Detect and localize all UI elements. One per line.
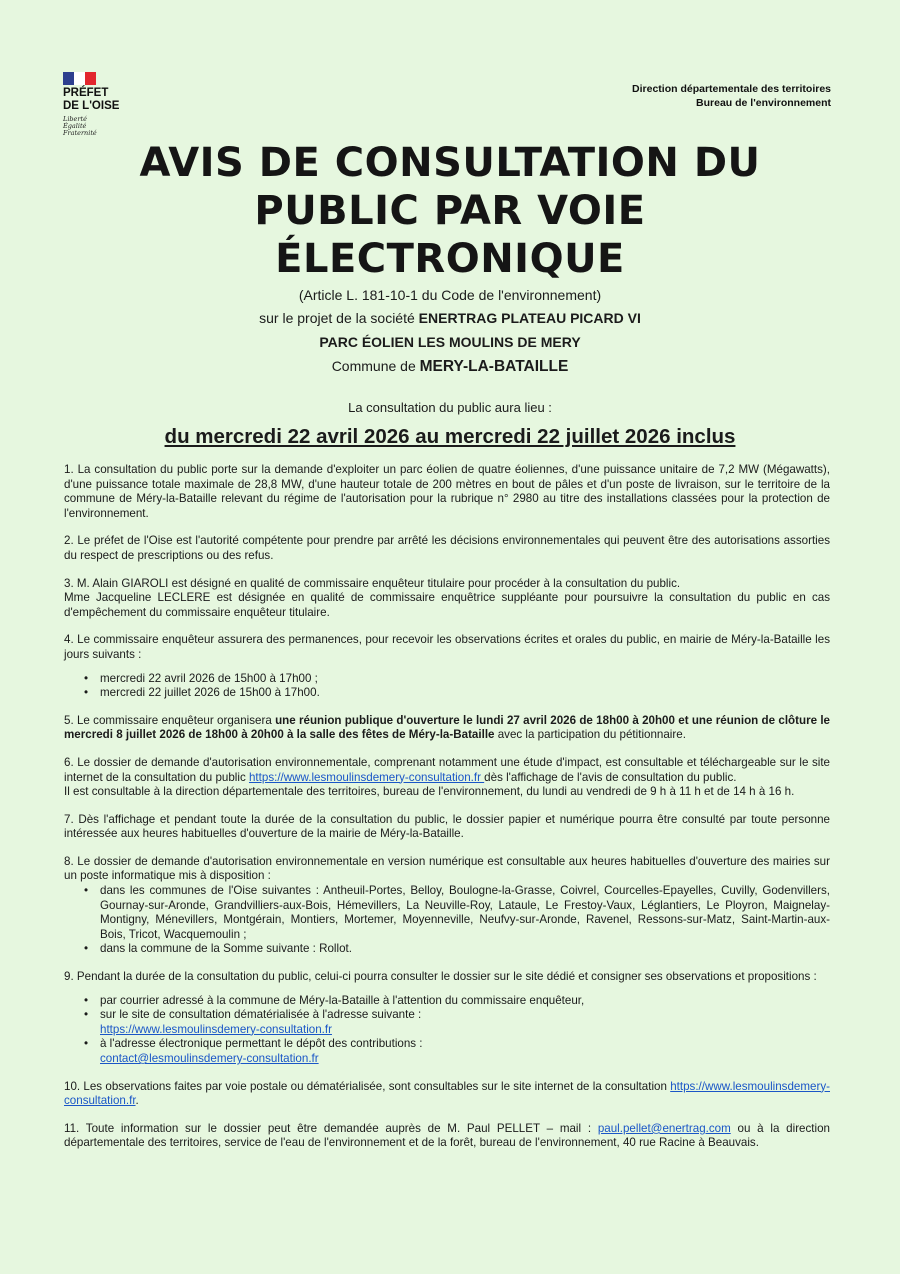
commune-prefix: Commune de <box>331 358 420 374</box>
motto-liberte: Liberté <box>63 115 87 123</box>
list-item: • dans la commune de la Somme suivante : Rollot. <box>100 942 830 957</box>
page-title <box>100 139 800 283</box>
motto <box>63 116 153 137</box>
list-item: • par courrier adressé à la commune de Méry-la-Bataille à l'attention du commissaire enquêteur, <box>100 994 830 1009</box>
paragraph-8: 8. Le dossier de demande d'autorisation environnementale en version numérique est consultable aux heures habituelles d'ouverture des mairies sur un poste informatique mis à disposition : <box>64 854 830 883</box>
direction-name: Direction départementale des territoires <box>632 83 831 95</box>
list-item: • dans les communes de l'Oise suivantes : Antheuil-Portes, Belloy, Boulogne-la-Grasse, Coivrel, Courcelles-Epayelles, Cuvilly, Godenvillers, Gournay-sur-Aronde, Grandvilliers-aux-Bois, Hémevillers, La Neuville-Roy, Lataule, Le Frestoy-Vaux, Léglantiers, Le Ployron, Maignelay-Montigny, Ménevillers, Montgérain, Montiers, Mortemer, Moyenneville, Neufvy-sur-Aronde, Ravenel, Ressons-sur-Matz, Saint-Martin-aux-Bois, Tricot, Wacquemoulin ; <box>100 884 830 942</box>
project-prefix: sur le projet de la société <box>259 310 419 326</box>
paragraph-2: 2. Le préfet de l'Oise est l'autorité compétente pour prendre par arrêté les décisions environnementales qui peuvent être des autorisations assorties du respect de prescriptions ou des refus. <box>64 534 830 562</box>
paragraph-11-end: ou à la direction départementale des territoires, service de l'eau de l'environnement et de la forêt, bureau de l'environnement, 40 rue Racine à Beauvais. <box>64 1121 830 1150</box>
french-flag-icon <box>63 72 96 85</box>
paragraph-1: 1. La consultation du public porte sur la demande d'exploiter un parc éolien de quatre éoliennes, d'une puissance unitaire de 7,2 MW (Mégawatts), d'une puissance totale maximale de 28,8 MW, d'une hauteur totale de 200 mètres en bout de pâles et d'un poste de livraison, sur le territoire de la commune de Méry-la-Bataille relevant du régime de l'autorisation pour la rubrique n° 2980 au titre des installations classées pour la protection de l'environnement. <box>64 463 830 520</box>
paragraph-7: 7. Dès l'affichage et pendant toute la durée de la consultation du public, le dossier papier et numérique pourra être consulté par toute personne intéressée aux heures habituelles d'ouverture de la mairie de Méry-la-Bataille. <box>64 812 830 841</box>
project-line <box>50 310 850 326</box>
park-name: PARC ÉOLIEN LES MOULINS DE MERY <box>319 334 581 350</box>
logo-title <box>63 87 153 112</box>
prefecture-logo <box>63 72 153 137</box>
list-item: • mercredi 22 avril 2026 de 15h00 à 17h00 ; <box>100 672 830 687</box>
consultation-website-link[interactable]: https://www.lesmoulinsdemery-consultation.fr <box>100 1022 332 1036</box>
paragraph-10-end: . <box>135 1094 139 1108</box>
paragraph-6-start: 6. Le dossier de demande d'autorisation environnementale, comprenant notamment une étude d'impact, est consultable et téléchargeable sur le site internet de la consultation du public <box>64 755 830 784</box>
paragraph-10-text: 10. Les observations faites par voie postale ou dématérialisée, sont consultables sur le site internet de la consultation <box>64 1079 671 1093</box>
title-line2: PUBLIC PAR VOIE <box>254 188 646 234</box>
title-line1: AVIS DE CONSULTATION DU <box>139 140 761 186</box>
paragraph-10 <box>64 1080 830 1109</box>
contact-email-link[interactable]: contact@lesmoulinsdemery-consultation.fr <box>100 1052 319 1065</box>
paragraph-5-start: 5. Le commissaire enquêteur organisera <box>64 713 276 727</box>
paragraph-4: 4. Le commissaire enquêteur assurera des permanences, pour recevoir les observations écrites et orales du public, en mairie de Méry-la-Bataille les jours suivants : <box>64 633 830 661</box>
bureau-name: Bureau de l'environnement <box>696 97 831 109</box>
paragraph-6-end: dès l'affichage de l'avis de consultation du public. <box>484 770 737 784</box>
list-item-text: sur le site de consultation dématérialisée à l'adresse suivante : <box>100 1008 422 1022</box>
list-item-text: à l'adresse électronique permettant le dépôt des contributions : <box>100 1037 423 1051</box>
motto-fraternite: Fraternité <box>63 129 97 137</box>
title-line3: ÉLECTRONIQUE <box>275 236 625 282</box>
paragraph-11 <box>64 1122 830 1151</box>
project-company: ENERTRAG PLATEAU PICARD VI <box>418 310 641 326</box>
paragraph-9: 9. Pendant la durée de la consultation du public, celui-ci pourra consulter le dossier sur le site dédié et consigner ses observations et propositions : <box>64 970 817 984</box>
contribution-methods-list <box>64 994 830 1067</box>
paragraph-3-substitute: Mme Jacqueline LECLERE est désignée en qualité de commissaire enquêtrice suppléante pour poursuivre la consultation du public en cas d'empêchement du commissaire enquêteur titulaire. <box>64 591 830 619</box>
paragraph-3-titular: 3. M. Alain GIAROLI est désigné en qualité de commissaire enquêteur titulaire pour procéder à la consultation du public. <box>64 576 681 590</box>
article-reference: (Article L. 181-10-1 du Code de l'environnement) <box>298 287 602 303</box>
logo-title-line2: DE L'OISE <box>63 99 120 112</box>
communes-list <box>64 884 830 957</box>
consultation-dates: du mercredi 22 avril 2026 au mercredi 22 juillet 2026 inclus <box>164 425 736 448</box>
pellet-email-link[interactable]: paul.pellet@enertrag.com <box>597 1121 731 1135</box>
consultation-website-link[interactable]: https://www.lesmoulinsdemery-consultation.fr <box>248 770 485 784</box>
consultation-intro: La consultation du public aura lieu : <box>348 400 552 415</box>
issuing-department <box>632 82 831 110</box>
paragraph-6 <box>64 756 830 800</box>
paragraph-11-start: 11. Toute information sur le dossier peut être demandée auprès de M. Paul PELLET – mail : <box>64 1121 598 1135</box>
paragraph-5-meetings: une réunion publique d'ouverture le lundi 27 avril 2026 de 18h00 à 20h00 et une réunion de clôture le mercredi 8 juillet 2026 de 18h00 à 20h00 à la salle des fêtes de Méry-la-Bataille <box>64 713 830 742</box>
paragraph-6-ddt: Il est consultable à la direction départementale des territoires, bureau de l'environnement, du lundi au vendredi de 9 h à 11 h et de 14 h à 16 h. <box>64 785 795 799</box>
permanence-list <box>64 672 830 701</box>
commune-name: MERY-LA-BATAILLE <box>419 358 569 375</box>
notice-body <box>64 463 830 1164</box>
motto-egalite: Égalité <box>63 122 87 130</box>
paragraph-5-end: avec la participation du pétitionnaire. <box>494 728 686 742</box>
logo-title-line1: PRÉFET <box>63 87 109 99</box>
consultation-website-link[interactable]: https://www.lesmoulinsdemery-consultation.fr <box>64 1079 830 1108</box>
paragraph-3 <box>64 577 830 621</box>
list-item: • mercredi 22 juillet 2026 de 15h00 à 17h00. <box>100 686 830 701</box>
list-item <box>100 1008 830 1037</box>
paragraph-5 <box>64 714 830 743</box>
list-item <box>100 1037 830 1066</box>
commune-line <box>50 358 850 376</box>
